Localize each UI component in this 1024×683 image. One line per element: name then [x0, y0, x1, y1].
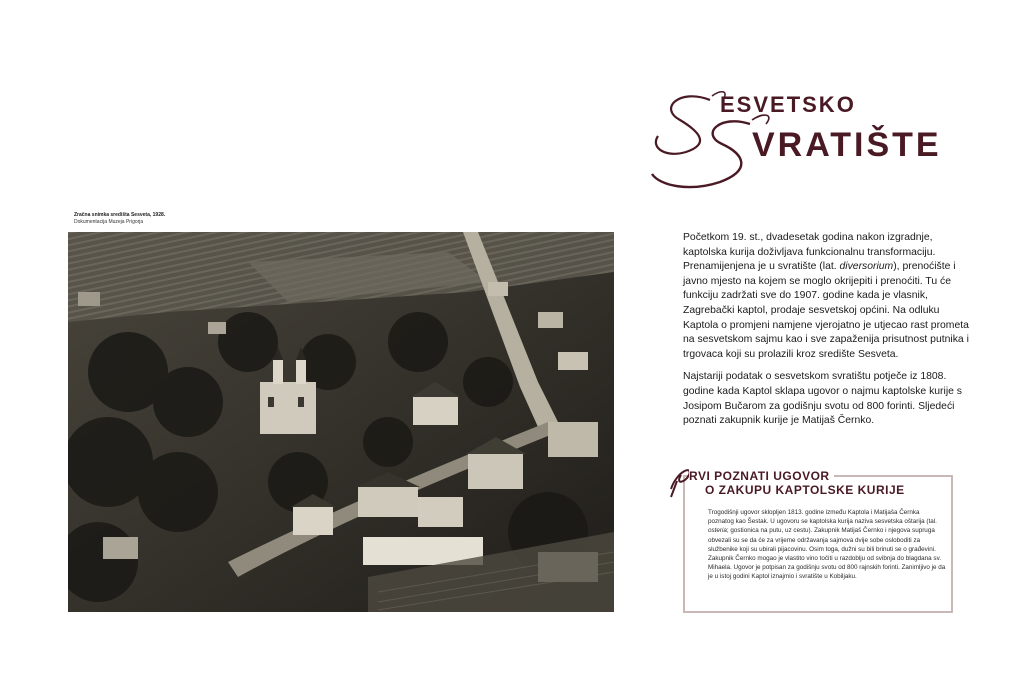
- title-line-1: ESVETSKO: [720, 92, 856, 117]
- caption-source: Dokumentacija Muzeja Prigorja: [74, 219, 144, 225]
- title-line-2: VRATIŠTE: [752, 126, 942, 164]
- body-text: [683, 231, 975, 437]
- info-box-title-line-2: O ZAKUPU KAPTOLSKE KURIJE: [705, 483, 905, 497]
- paragraph-1-emphasis: diversorium: [839, 261, 894, 273]
- caption-title: Zračna snimka središta Sesveta, 1928.: [74, 212, 166, 218]
- info-box-text: [708, 508, 946, 582]
- info-box-title-line-1: RVI POZNATI UGOVOR: [689, 469, 834, 483]
- paragraph-1: [683, 231, 975, 362]
- paragraph-1-part-b: ), prenoćište i javno mjesto na kojem se moglo okrijepiti i prenoćiti. Tu će funkciju zadržati sve do 1907. godine kada je vlasnik, Zagrebački kaptol, prodaje sesvetskoj općini. Na odluku Kaptola o promjeni namjene vjerojatno je utjecao rast prometa na sesvetskom sajmu kao i sve zapaženija prisutnost putnika i trgovaca koji su prolazili kroz središte Sesveta.: [683, 261, 969, 360]
- photo-caption: [74, 212, 374, 226]
- info-box-text-emphasis: osteria: [708, 527, 727, 535]
- paragraph-1-part-a: Početkom 19. st., dvadesetak godina nakon izgradnje, kaptolska kurija doživljava funkcionalnu transformaciju. Prenamijenjena je u svratište (lat.: [683, 232, 936, 273]
- paragraph-2: Najstariji podatak o sesvetskom svratištu potječe iz 1808. godine kada Kaptol sklapa ugovor o najmu kaptolske kurije s Josipom Bučarom za godišnju svotu od 800 forinti. Sljedeći poznati zakupnik kurije je Matijaš Černko.: [683, 371, 962, 427]
- page-title: [640, 78, 980, 208]
- aerial-photo: [68, 232, 614, 612]
- info-box-text-part-a: Trogodišnji ugovor sklopljen 1813. godine između Kaptola i Matijaša Černka poznatog kao Šestak. U ugovoru se kaptolska kurija naziva sesvetska oštarija (tal.: [708, 509, 937, 526]
- info-box-text-part-b: ; gostionica na putu, uz cestu). Zakupnik Matijaš Černko i njegova supruga obvezali su se da će za vrijeme održavanja sajmova dvije sobe osloboditi za službenike koji su ubirali pijacovinu. Osim toga, dužni su bili brinuti se o građevini. Zakupnik Černko mogao je vlastito vino točiti u razdoblju od svibnja do blagdana sv. Mihaela. Ugovor je potpisan za godišnju svotu od 800 rajnskih forinti. Zanimljivo je da je u istoj godini Kaptol iznajmio i svratište u Kobiljaku.: [708, 527, 946, 581]
